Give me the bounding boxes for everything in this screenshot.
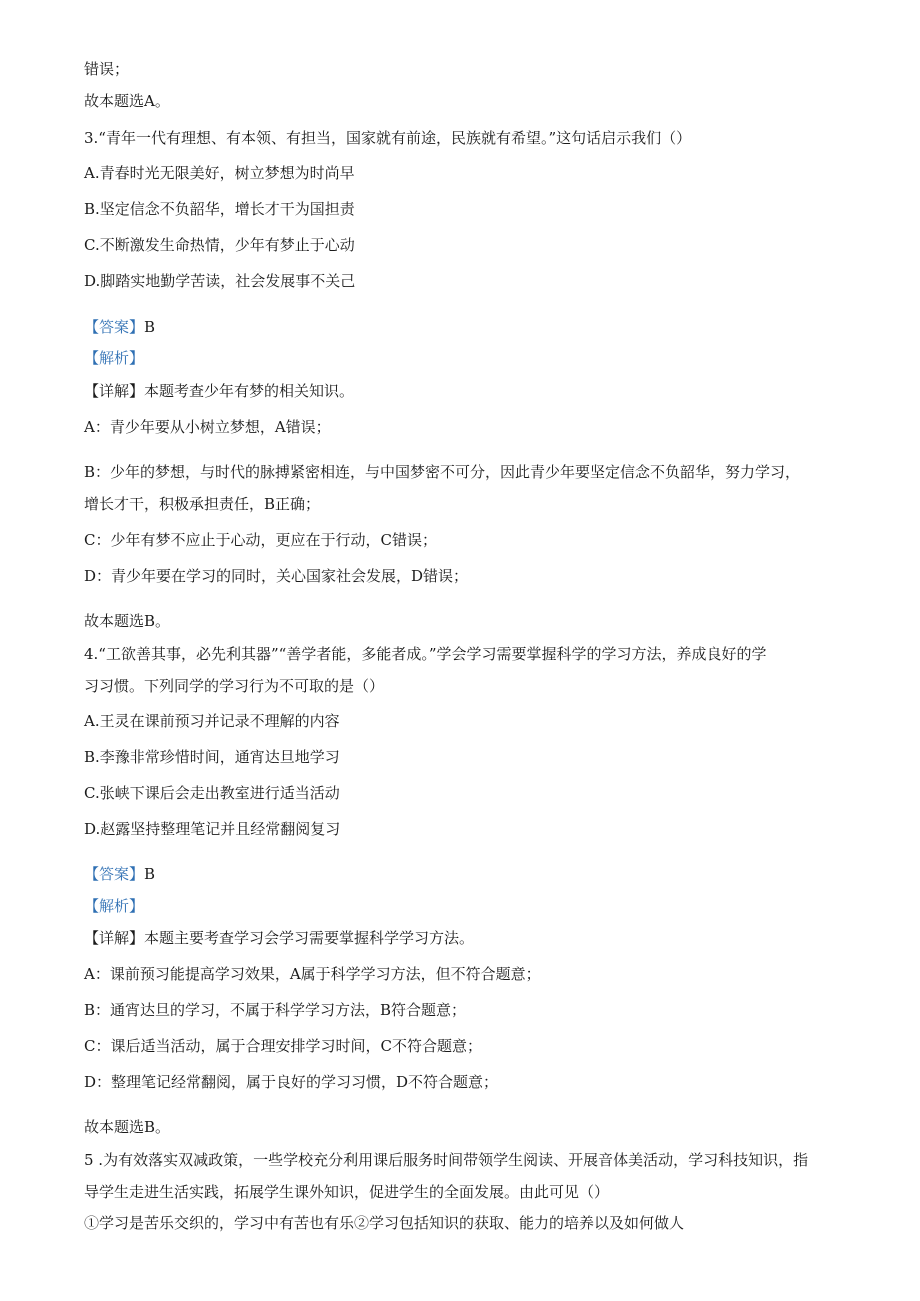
q4-option-c: C.张峡下课后会走出教室进行适当活动 bbox=[84, 784, 340, 802]
q3-stem: 3.“青年一代有理想、有本领、有担当，国家就有前途，民族就有希望。”这句话启示我们（） bbox=[84, 129, 692, 147]
q3-detail-b-cont: 增长才干，积极承担责任，B正确； bbox=[84, 495, 321, 513]
q4-option-d: D.赵露坚持整理笔记并且经常翻阅复习 bbox=[84, 820, 341, 838]
q3-detail-c: C：少年有梦不应止于心动，更应在于行动，C错误； bbox=[84, 531, 437, 549]
q5-stem: 5 .为有效落实双减政策，一些学校充分利用课后服务时间带领学生阅读、开展音体美活动，学习科技知识，指 bbox=[84, 1151, 809, 1169]
q3-detail-title: 【详解】本题考查少年有梦的相关知识。 bbox=[84, 382, 355, 400]
q4-stem: 4.“工欲善其事，必先利其器”“善学者能，多能者成。”学会学习需要掌握科学的学习方法，养成良好的学 bbox=[84, 645, 767, 663]
q3-option-c: C.不断激发生命热情，少年有梦止于心动 bbox=[84, 236, 355, 254]
q5-statements: ①学习是苦乐交织的，学习中有苦也有乐②学习包括知识的获取、能力的培养以及如何做人 bbox=[84, 1214, 685, 1232]
q3-detail-a: A：青少年要从小树立梦想，A错误； bbox=[84, 418, 331, 436]
q4-stem-cont: 习习惯。下列同学的学习行为不可取的是（） bbox=[84, 677, 385, 695]
q4-conclusion: 故本题选B。 bbox=[84, 1118, 171, 1136]
prev-conclusion: 故本题选A。 bbox=[84, 92, 170, 110]
q5-stem-cont: 导学生走进生活实践，拓展学生课外知识，促进学生的全面发展。由此可见（） bbox=[84, 1183, 610, 1201]
q4-detail-b: B：通宵达旦的学习，不属于科学学习方法，B符合题意； bbox=[84, 1001, 467, 1019]
q3-option-d: D.脚踏实地勤学苦读，社会发展事不关己 bbox=[84, 272, 356, 290]
q4-detail-c: C：课后适当活动，属于合理安排学习时间，C不符合题意； bbox=[84, 1037, 482, 1055]
q4-detail-d: D：整理笔记经常翻阅，属于良好的学习习惯，D不符合题意； bbox=[84, 1073, 499, 1091]
q4-detail-title: 【详解】本题主要考查学习会学习需要掌握科学学习方法。 bbox=[84, 929, 475, 947]
q3-option-a: A.青春时光无限美好，树立梦想为时尚早 bbox=[84, 164, 355, 182]
prev-analysis-tail: 错误； bbox=[84, 60, 130, 78]
q3-detail-b: B：少年的梦想，与时代的脉搏紧密相连，与中国梦密不可分，因此青少年要坚定信念不负韶华，努力学习， bbox=[84, 463, 801, 481]
q3-detail-d: D：青少年要在学习的同时，关心国家社会发展，D错误； bbox=[84, 567, 469, 585]
q4-option-b: B.李豫非常珍惜时间，通宵达旦地学习 bbox=[84, 748, 340, 766]
q4-answer bbox=[84, 864, 155, 884]
q4-analysis-tag: 【解析】 bbox=[84, 897, 145, 915]
q3-analysis-tag: 【解析】 bbox=[84, 349, 145, 367]
q3-answer bbox=[84, 317, 155, 337]
q3-conclusion: 故本题选B。 bbox=[84, 612, 171, 630]
answer-value: B bbox=[144, 865, 156, 883]
answer-value: B bbox=[144, 318, 156, 336]
answer-tag: 【答案】 bbox=[84, 865, 145, 883]
q4-option-a: A.王灵在课前预习并记录不理解的内容 bbox=[84, 712, 340, 730]
answer-tag: 【答案】 bbox=[84, 318, 145, 336]
q3-option-b: B.坚定信念不负韶华，增长才干为国担责 bbox=[84, 200, 355, 218]
q4-detail-a: A：课前预习能提高学习效果，A属于科学学习方法，但不符合题意； bbox=[84, 965, 541, 983]
